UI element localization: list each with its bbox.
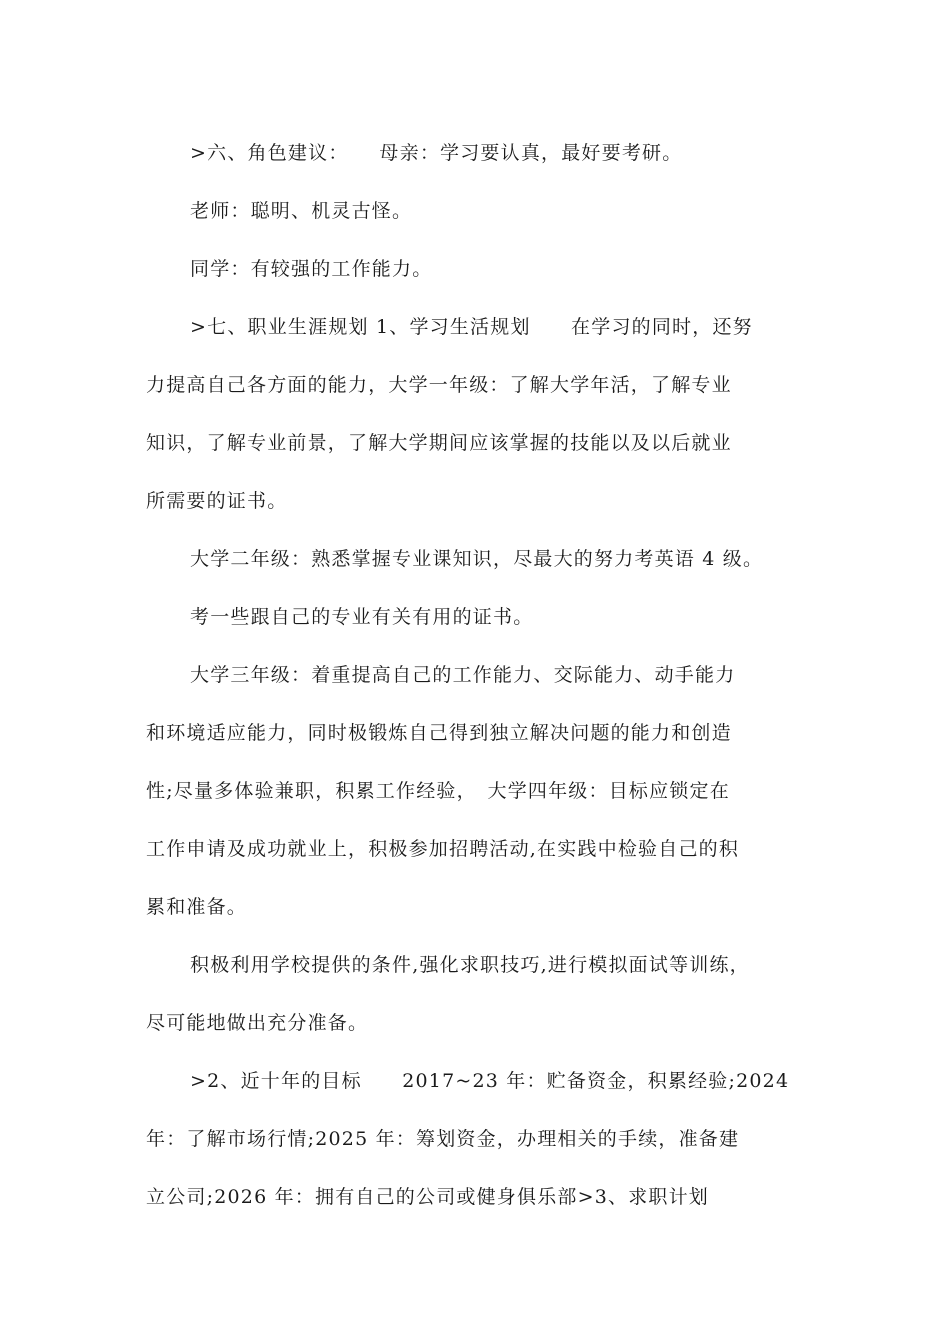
text-line-teacher: 老师：聪明、机灵古怪。 <box>190 200 413 222</box>
text-line-ten-year-goals: >2、近十年的目标 2017~23 年：贮备资金，积累经验;2024 <box>190 1070 790 1092</box>
text-line-ten-year-goals-cont-1: 年：了解市场行情;2025 年：筹划资金，办理相关的手续，准备建 <box>146 1128 740 1150</box>
text-line-year-three-cont-2: 性;尽量多体验兼职，积累工作经验， 大学四年级：目标应锁定在 <box>146 780 730 802</box>
text-line-career-plan-cont-3: 所需要的证书。 <box>146 490 288 512</box>
text-line-school-resources-cont: 尽可能地做出充分准备。 <box>146 1012 369 1034</box>
text-line-year-three: 大学三年级：着重提高自己的工作能力、交际能力、动手能力 <box>190 664 736 686</box>
text-line-year-four-cont-1: 工作申请及成功就业上，积极参加招聘活动,在实践中检验自己的积 <box>146 838 740 860</box>
text-line-year-three-cont-1: 和环境适应能力，同时极锻炼自己得到独立解决问题的能力和创造 <box>146 722 732 744</box>
text-line-classmate: 同学：有较强的工作能力。 <box>190 258 433 280</box>
text-line-career-plan-cont-1: 力提高自己各方面的能力，大学一年级：了解大学年活，了解专业 <box>146 374 732 396</box>
text-line-ten-year-goals-cont-2: 立公司;2026 年：拥有自己的公司或健身俱乐部>3、求职计划 <box>146 1186 710 1208</box>
text-line-certificates: 考一些跟自己的专业有关有用的证书。 <box>190 606 534 628</box>
text-line-school-resources: 积极利用学校提供的条件,强化求职技巧,进行模拟面试等训练， <box>190 954 750 976</box>
text-line-role-advice: >六、角色建议： 母亲：学习要认真，最好要考研。 <box>190 142 683 164</box>
text-line-year-two: 大学二年级：熟悉掌握专业课知识，尽最大的努力考英语 4 级。 <box>190 548 764 570</box>
text-line-career-plan-heading: >七、职业生涯规划 1、学习生活规划 在学习的同时，还努 <box>190 316 753 338</box>
text-line-year-four-cont-2: 累和准备。 <box>146 896 248 918</box>
text-line-career-plan-cont-2: 知识，了解专业前景，了解大学期间应该掌握的技能以及以后就业 <box>146 432 732 454</box>
